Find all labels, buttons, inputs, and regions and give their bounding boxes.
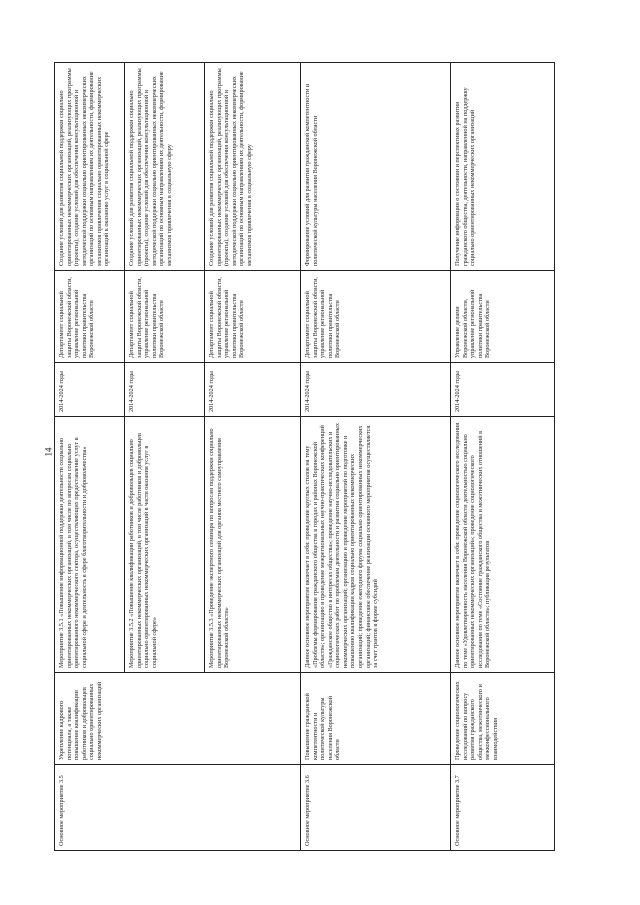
measure-name-cell: Повышение гражданской компетентности и политической культуры населения Воронежской области	[301, 673, 451, 765]
measure-cell: Основное мероприятие 3.5	[55, 765, 301, 851]
result-cell: Создание условий для развития социальной поддержки социально ориентированных некоммерческих организаций, реализующих программы (проекты), создание условий для обеспечения консультационной и методической поддержки социально ориентированных некоммерческих организаций по основным направлениям их деятельности, формирование механизмов привлечения социально ориентированных некоммерческих организаций к оказанию услуг в социальной сфере	[55, 63, 125, 271]
period-cell: 2014-2024 годы	[205, 363, 301, 417]
item-description-cell: Мероприятие 3.5.3 «Проведение экспертного семинара по вопросам поддержки социально ориентированных некоммерческих организаций для органов местного самоуправления Воронежской области»	[205, 417, 301, 673]
result-cell: Создание условий для развития социальной поддержки социально ориентированных некоммерческих организаций, реализующих программы (проекты), создание условий для обеспечения консультационной и методической поддержки социально ориентированных некоммерческих организаций по основным направлениям их деятельности, формирование механизмов привлечения в социальную сферу	[205, 63, 301, 271]
table-body	[55, 63, 555, 851]
executor-cell: Департамент социальной защиты Воронежской области, управление региональной политики правительства Воронежской области	[205, 271, 301, 363]
rotated-table-container	[54, 63, 554, 851]
measure-cell: Основное мероприятие 3.7	[451, 765, 555, 851]
result-cell: Получение информации о состоянии и перспективах развития гражданского общества, деятельности, направленной на поддержку социально ориентированных некоммерческих организаций	[451, 63, 555, 271]
executor-cell: Департамент социальной защиты Воронежской области, управление региональной политики правительства Воронежской области	[55, 271, 125, 363]
executor-cell: Управление делами Воронежской области, управление региональной политики правительства Воронежской области	[451, 271, 555, 363]
item-description-cell: Мероприятие 3.5.1 «Повышение информационной поддержки деятельности социально ориентированных некоммерческих организаций, в том числе по вопросам социально ориентированного некоммерческого сектора, осуществляющих предоставление услуг в социальной сфере и деятельность в сфере благотворительности и добровольчества»	[55, 417, 125, 673]
item-description-cell: Мероприятие 3.5.2 «Повышение квалификации работников и добровольцев социально ориентированных некоммерческих организаций, в том числе работников и добровольцев социально ориентированных некоммерческих организаций в части оказания услуг в социальной сфере»	[125, 417, 205, 673]
period-cell: 2014-2024 годы	[55, 363, 125, 417]
measures-table	[54, 62, 555, 851]
table-row	[301, 63, 451, 851]
measure-name-cell: Укрепление кадрового потенциала, а также повышение квалификации работников и добровольцев социально ориентированных некоммерческих организаций	[55, 673, 301, 765]
executor-cell: Департамент социальной защиты Воронежской области, управление региональной политики правительства Воронежской области	[125, 271, 205, 363]
table-row	[451, 63, 555, 851]
period-cell: 2014-2024 годы	[125, 363, 205, 417]
measure-name-cell: Проведение социологических исследований по вопросу развития гражданского общества, межэтнического и межконфессионального взаимодействия	[451, 673, 555, 765]
period-cell: 2014-2024 годы	[301, 363, 451, 417]
result-cell: Создание условий для развития социальной поддержки социально ориентированных некоммерческих организаций, реализующих программы (проекты), создание условий для обеспечения консультационной и методической поддержки социально ориентированных некоммерческих организаций по основным направлениям их деятельности, формирование механизмов привлечения в социальную сферу	[125, 63, 205, 271]
page-number: 14	[43, 447, 54, 457]
measure-cell: Основное мероприятие 3.6	[301, 765, 451, 851]
period-cell: 2014-2024 годы	[451, 363, 555, 417]
item-description-cell: Данное основное мероприятие включает в себя: проведение социологического исследования по теме «Удовлетворенность населения Воронежской области деятельностью социально ориентированных некоммерческих организаций»; проведение социологического исследования по теме «Состояние гражданского общества и межэтнических отношений в Воронежской области»; публикация результатов	[451, 417, 555, 673]
result-cell: Формирование условий для развития гражданской компетентности и политической культуры населения Воронежской области	[301, 63, 451, 271]
executor-cell: Департамент социальной защиты Воронежской области, управление региональной политики правительства Воронежской области	[301, 271, 451, 363]
table-row	[55, 63, 125, 851]
item-description-cell: Данное основное мероприятие включает в себя: проведение круглых столов на тему «Проблемы формирования гражданского общества в городах и районах Воронежской области»; организацию и проведение межрегиональных научно-практических конференций «Гражданское общество в интересах общества»; проведение научно-исследовательских и социологических работ по проблемам деятельности и развития социально ориентированных некоммерческих организаций; организацию и проведение мероприятий по подготовке и повышению квалификации кадров социально ориентированных некоммерческих организаций; проведение ежегодного форума социально ориентированных некоммерческих организаций; финансовое обеспечение реализации основного мероприятия осуществляется за счет грантов в форме субсидий	[301, 417, 451, 673]
